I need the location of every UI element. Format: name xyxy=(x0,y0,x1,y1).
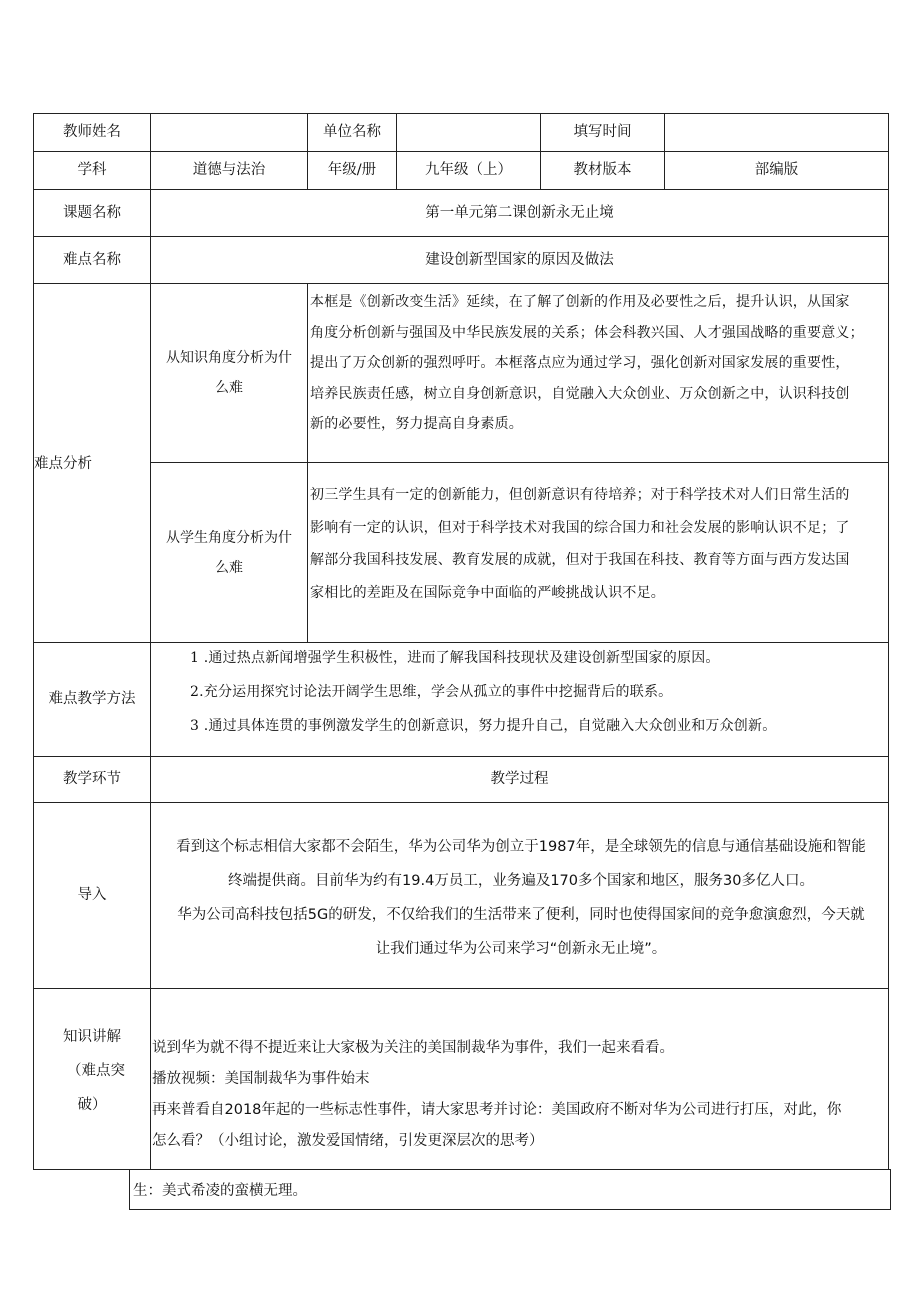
intro-label: 导入 xyxy=(77,887,107,904)
knowledge-explain-line: 再来普看自2018年起的一些标志性事件，请大家思考并讨论：美国政府不断对华为公司进行打压，对此，你 xyxy=(152,1102,842,1118)
intro-line: 让我们通过华为公司来学习“创新永无止境”。 xyxy=(375,941,667,957)
answer-box-top xyxy=(129,1169,891,1170)
lesson-title-value: 第一单元第二课创新永无止境 xyxy=(425,204,614,221)
intro-line: 看到这个标志相信大家都不会陌生，华为公司华为创立于1987年，是全球领先的信息与通信基础设施和智能 xyxy=(176,839,866,855)
methods-label: 难点教学方法 xyxy=(48,691,136,708)
table-border-right xyxy=(888,113,889,1170)
fill-time-value xyxy=(665,114,888,151)
teacher-name-label: 教师姓名 xyxy=(63,124,121,141)
knowledge-explain-line: 怎么看？（小组讨论，激发爱国情绪，引发更深层次的思考） xyxy=(152,1133,544,1149)
knowledge-angle-label: 从知识角度分析为什么难 xyxy=(166,350,292,396)
knowledge-label-line: （难点突 xyxy=(67,1063,125,1079)
intro-text xyxy=(155,830,887,966)
col-divider xyxy=(307,283,308,642)
knowledge-line: 提出了万众创新的强烈呼吁。本框落点应为通过学习，强化创新对国家发展的重要性， xyxy=(310,355,850,371)
method-item: 1 .通过热点新闻增强学生积极性，进而了解我国科技现状及建设创新型国家的原因。 xyxy=(190,650,720,666)
method-item: 2.充分运用探究讨论法开阔学生思维，学会从孤立的事件中挖掘背后的联系。 xyxy=(190,684,673,700)
methods-list xyxy=(190,641,888,743)
knowledge-line: 本框是《创新改变生活》延续，在了解了创新的作用及必要性之后，提升认识，从国家 xyxy=(310,294,850,310)
grade-value: 九年级（上） xyxy=(425,162,512,179)
knowledge-explain-label xyxy=(34,1020,150,1122)
teaching-stage-label: 教学环节 xyxy=(63,771,121,788)
student-angle-text xyxy=(310,479,890,609)
knowledge-explain-text xyxy=(152,1033,888,1157)
knowledge-line: 新的必要性，努力提高自身素质。 xyxy=(310,416,523,432)
teaching-process-label: 教学过程 xyxy=(490,771,549,788)
answer-box-right xyxy=(890,1169,891,1210)
student-line: 影响有一定的认识，但对于科学技术对我国的综合国力和社会发展的影响认识不足；了 xyxy=(310,519,850,536)
row-divider xyxy=(33,802,889,803)
knowledge-label-line: 知识讲解 xyxy=(63,1029,121,1045)
textbook-value: 部编版 xyxy=(754,162,799,179)
answer-box-bottom xyxy=(129,1209,891,1210)
knowledge-label-line: 破） xyxy=(77,1097,107,1113)
difficulty-value: 建设创新型国家的原因及做法 xyxy=(425,251,614,268)
subject-value: 道德与法治 xyxy=(192,162,266,179)
teacher-name-value xyxy=(151,114,307,151)
knowledge-explain-line: 说到华为就不得不提近来让大家极为关注的美国制裁华为事件，我们一起来看看。 xyxy=(152,1040,674,1056)
unit-name-label: 单位名称 xyxy=(323,124,381,141)
fill-time-label: 填写时间 xyxy=(573,124,632,141)
student-line: 初三学生具有一定的创新能力，但创新意识有待培养；对于科学技术对人们日常生活的 xyxy=(310,487,850,503)
student-angle-label: 从学生角度分析为什么难 xyxy=(166,529,292,576)
grade-label: 年级/册 xyxy=(327,162,377,179)
student-line: 家相比的差距及在国际竞争中面临的严峻挑战认识不足。 xyxy=(310,584,665,601)
difficulty-label: 难点名称 xyxy=(63,251,121,268)
lesson-title-label: 课题名称 xyxy=(63,204,121,221)
knowledge-line: 培养民族责任感，树立自身创新意识，自觉融入大众创业、万众创新之中，认识科技创 xyxy=(310,385,850,402)
unit-name-value xyxy=(397,114,540,151)
intro-line: 华为公司高科技包括5G的研发，不仅给我们的生活带来了便利，同时也使得国家间的竞争愈演愈烈，今天就 xyxy=(177,907,865,923)
analysis-label: 难点分析 xyxy=(34,456,92,472)
knowledge-explain-line: 播放视频：美国制裁华为事件始末 xyxy=(152,1071,370,1087)
student-answer: 生：美式希凌的蛮横无理。 xyxy=(133,1183,307,1199)
knowledge-line: 角度分析创新与强国及中华民族发展的关系；体会科教兴国、人才强国战略的重要意义； xyxy=(310,324,864,341)
row-divider xyxy=(33,988,889,989)
answer-box-left xyxy=(129,1169,130,1210)
textbook-label: 教材版本 xyxy=(573,162,632,179)
knowledge-angle-text xyxy=(310,287,890,440)
intro-line: 终端提供商。目前华为约有19.4万员工，业务遍及170多个国家和地区，服务30多亿人口。 xyxy=(228,873,814,889)
method-item: 3 .通过具体连贯的事例激发学生的创新意识，努力提升自己，自觉融入大众创业和万众创新。 xyxy=(190,718,777,734)
subject-label: 学科 xyxy=(77,162,107,179)
student-line: 解部分我国科技发展、教育发展的成就，但对于我国在科技、教育等方面与西方发达国 xyxy=(310,552,850,568)
